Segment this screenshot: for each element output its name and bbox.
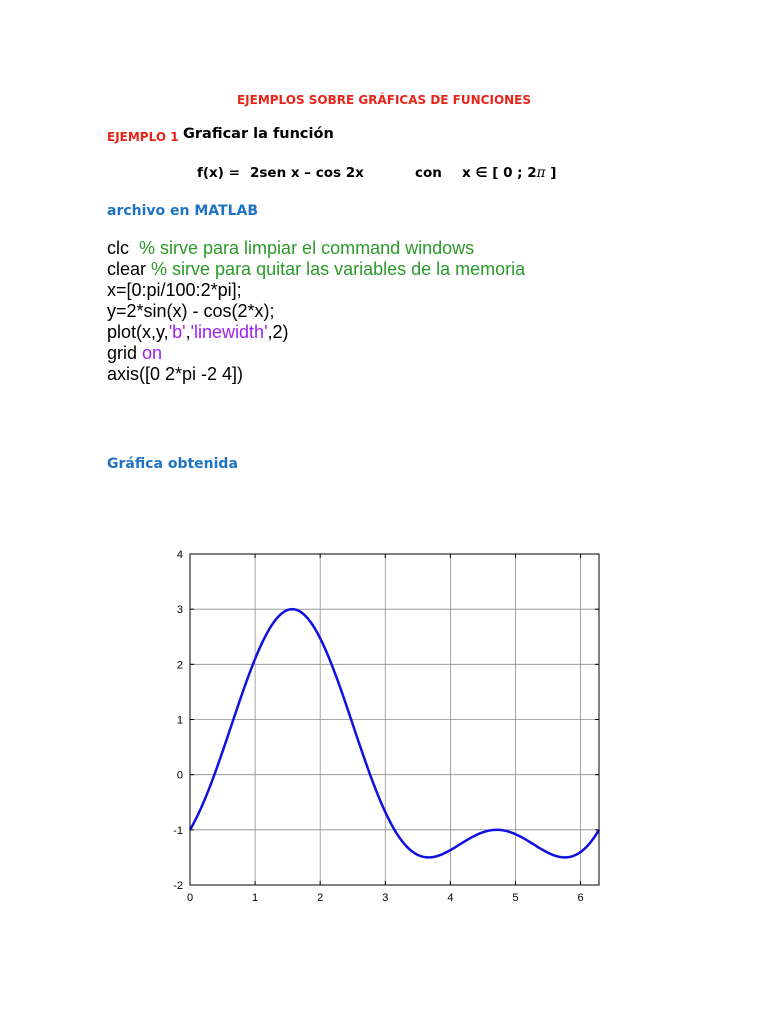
plot-grid (190, 554, 599, 885)
formula-domain-suffix: ] (545, 165, 557, 181)
y-tick-label: -2 (173, 880, 183, 892)
plot-tick-labels (173, 549, 583, 904)
example-label: EJEMPLO 1 (107, 130, 179, 144)
y-tick-label: 0 (176, 769, 183, 782)
document-title: EJEMPLOS SOBRE GRÁFICAS DE FUNCIONES (236, 93, 532, 107)
y-tick-label: 4 (176, 549, 183, 561)
code-comment-2: % sirve para quitar las variables de la memoria (151, 259, 526, 279)
formula-con: con (415, 165, 442, 181)
x-tick-label: 5 (512, 892, 519, 904)
formula-lhs: f(x) = (197, 165, 240, 181)
x-tick-label: 2 (317, 892, 324, 904)
x-tick-label: 6 (577, 892, 584, 904)
code-clear: clear (107, 259, 147, 279)
code-grid-on: on (142, 343, 163, 363)
y-tick-label: -1 (173, 824, 183, 837)
code-string-linewidth: 'linewidth' (190, 322, 268, 342)
code-line-7: axis([0 2*pi -2 4]) (107, 364, 244, 384)
pi-symbol: π (536, 165, 546, 181)
formula-domain-prefix: x ∈ [ 0 ; 2 (462, 165, 537, 181)
formula-rhs: 2sen x – cos 2x (250, 165, 364, 181)
example-text: Graficar la función (183, 126, 334, 142)
code-plot-end: ,2) (267, 322, 289, 342)
x-tick-label: 0 (186, 892, 194, 904)
y-tick-label: 1 (176, 714, 183, 727)
y-tick-label: 2 (176, 659, 183, 672)
code-string-b: 'b' (168, 322, 186, 342)
x-tick-label: 1 (252, 892, 259, 904)
grafica-heading: Gráfica obtenida (107, 456, 238, 472)
archivo-heading: archivo en MATLAB (107, 203, 259, 219)
code-comma: , (185, 322, 191, 342)
code-grid: grid (107, 343, 143, 363)
code-line-4: y=2*sin(x) - cos(2*x); (107, 301, 275, 321)
y-tick-label: 3 (176, 604, 183, 617)
x-tick-label: 3 (382, 892, 389, 904)
x-tick-label: 4 (447, 892, 454, 904)
plot-curve (190, 609, 599, 857)
code-plot-call: plot(x,y, (107, 322, 169, 342)
code-clc: clc (107, 238, 129, 258)
code-line-3: x=[0:pi/100:2*pi]; (107, 280, 242, 300)
code-comment-1: % sirve para limpiar el command windows (139, 238, 475, 258)
